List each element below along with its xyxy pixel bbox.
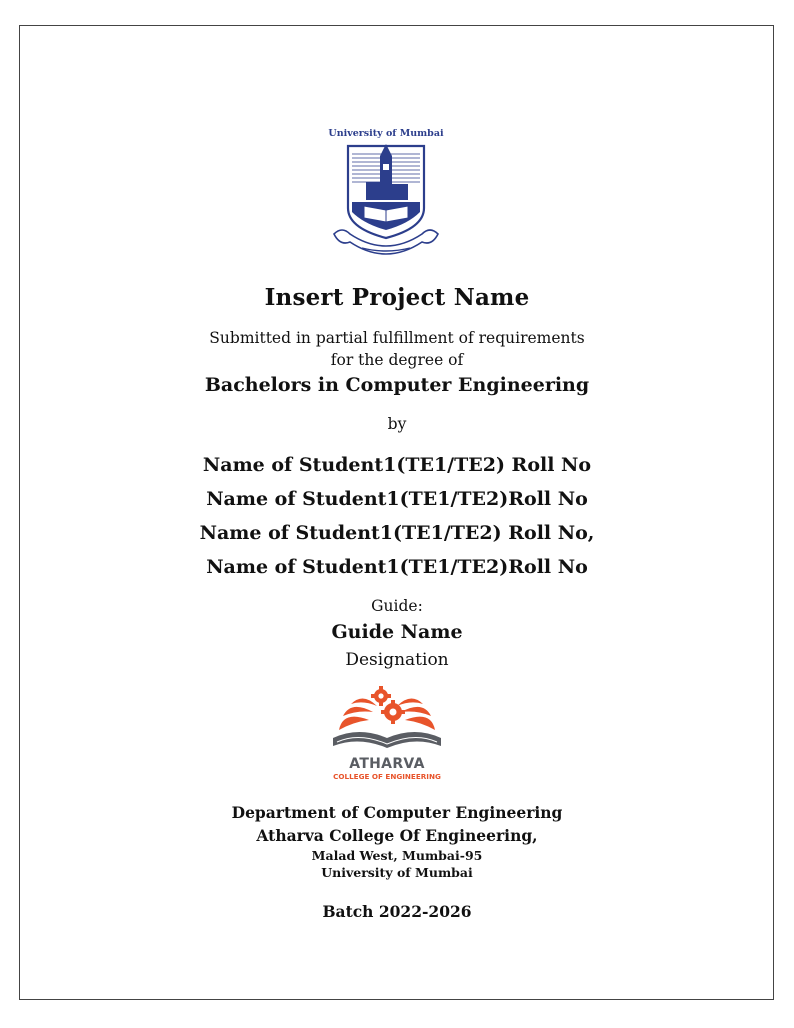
project-title: Insert Project Name [264, 284, 530, 311]
guide-designation: Designation [345, 650, 449, 670]
submission-line-1: Submitted in partial fulfillment of requirements [209, 329, 585, 347]
student-name: Name of Student1(TE1/TE2) Roll No, [199, 522, 595, 544]
student-name: Name of Student1(TE1/TE2) Roll No [202, 454, 592, 476]
department-name: Department of Computer Engineering [231, 803, 563, 822]
student-name: Name of Student1(TE1/TE2)Roll No [206, 556, 588, 578]
guide-label: Guide: [371, 597, 423, 615]
atharva-gears-book-icon [329, 686, 445, 754]
submission-line-2: for the degree of [330, 351, 464, 369]
college-name: Atharva College Of Engineering, [256, 826, 538, 845]
university-crest-icon [328, 142, 444, 262]
university-logo-text: University of Mumbai [328, 128, 444, 139]
college-logo-subtitle: COLLEGE OF ENGINEERING [333, 772, 441, 781]
university-name: University of Mumbai [321, 865, 473, 880]
college-logo-name: ATHARVA [349, 756, 425, 772]
batch-years: Batch 2022-2026 [322, 902, 472, 921]
college-logo [329, 686, 445, 782]
student-name: Name of Student1(TE1/TE2)Roll No [206, 488, 588, 510]
guide-name: Guide Name [331, 621, 463, 643]
college-address: Malad West, Mumbai-95 [311, 848, 483, 863]
degree-name: Bachelors in Computer Engineering [204, 374, 590, 396]
university-logo [328, 128, 444, 262]
by-label: by [387, 415, 407, 433]
